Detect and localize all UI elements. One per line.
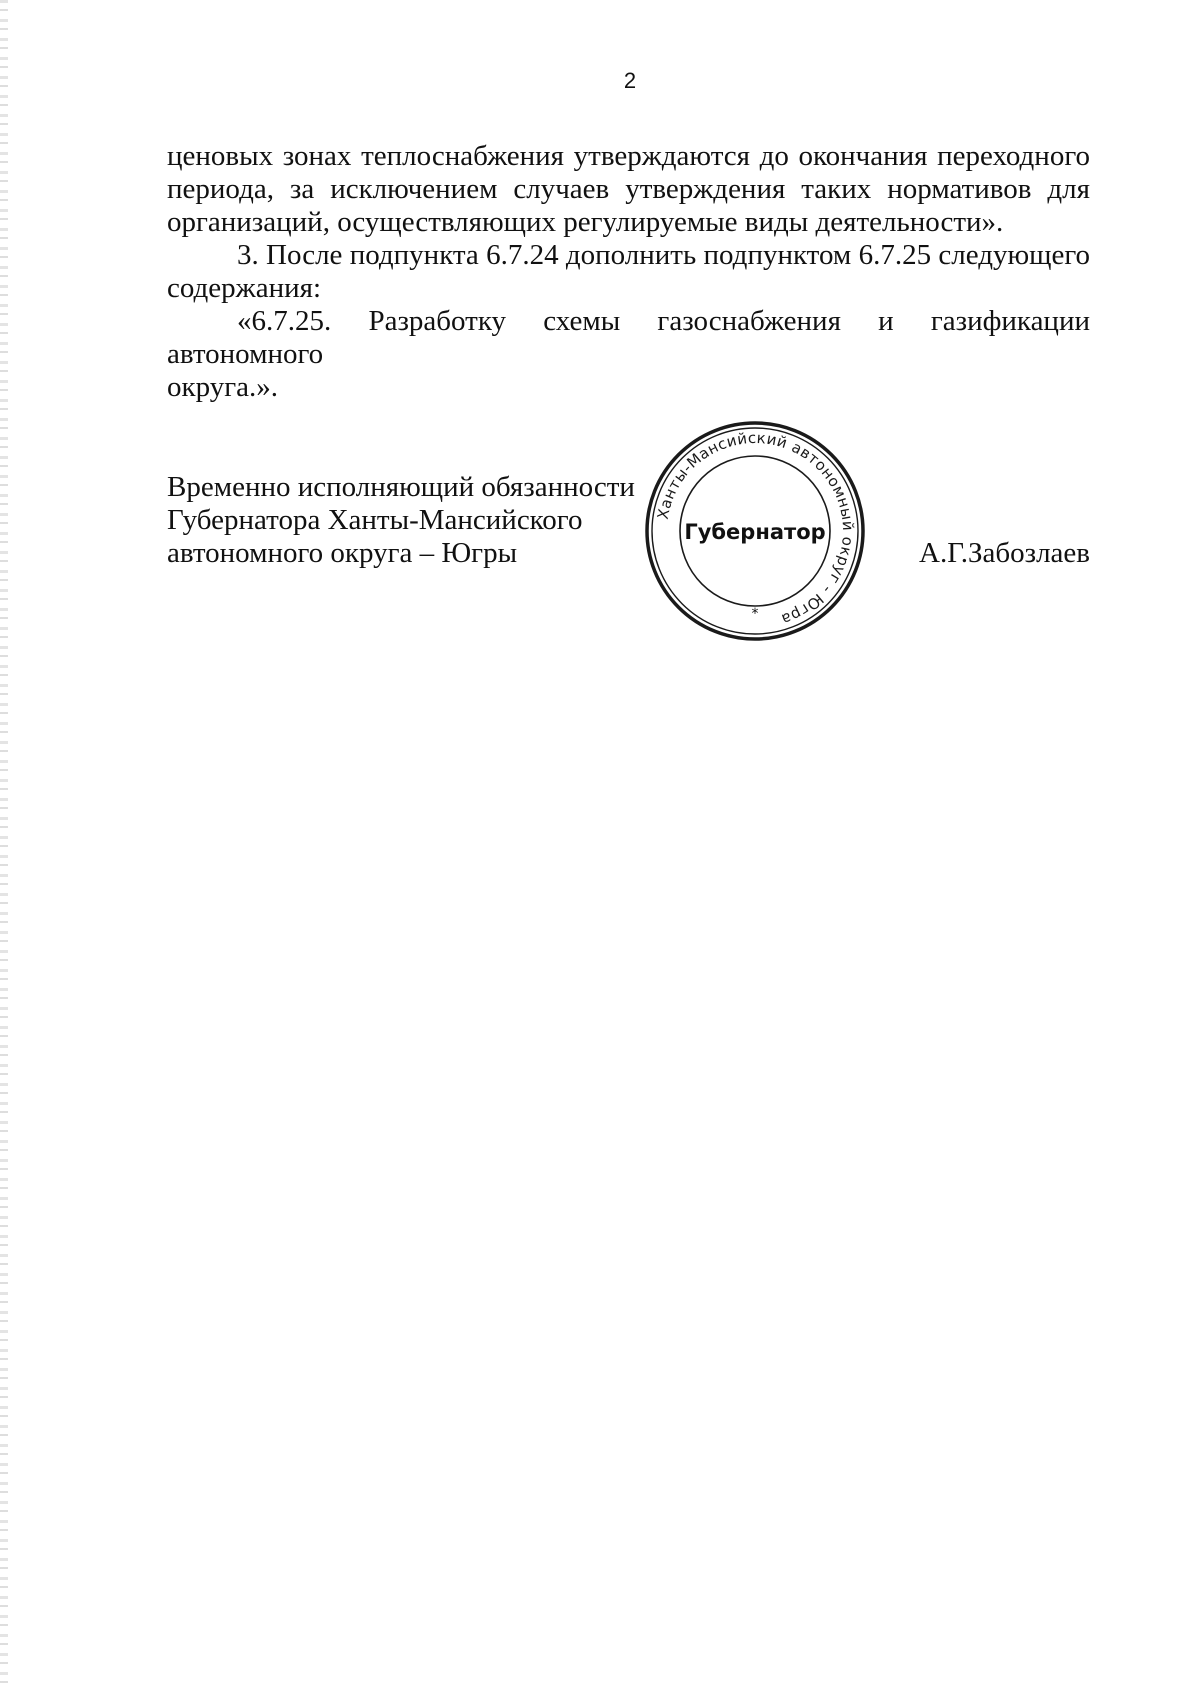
page-number: 2 [623, 68, 637, 93]
signatory-title-line: Временно исполняющий обязанности [167, 471, 635, 503]
paragraph-line: организаций, осуществляющих регулируемые виды деятельности». [167, 206, 1004, 238]
seal-center-text: Губернатор [684, 520, 826, 544]
seal-graphic [642, 418, 868, 644]
paragraph-line: содержания: [167, 272, 322, 304]
signatory-title [167, 471, 647, 570]
document-body [167, 140, 1090, 404]
paragraph-line: «6.7.25. Разработку схемы газоснабжения и газификации автономного [167, 305, 1090, 370]
seal-star: * [751, 606, 759, 622]
paragraph-line: округа.». [167, 371, 278, 403]
signatory-title-line: Губернатора Ханты-Мансийского [167, 504, 583, 536]
paragraph-line: 3. После подпункта 6.7.24 дополнить подпунктом 6.7.25 следующего [237, 239, 1090, 271]
official-seal-stamp [642, 418, 868, 644]
signatory-name: А.Г.Забозлаев [919, 537, 1090, 569]
scan-edge-artifact [0, 0, 8, 1686]
seal-ring-text: Ханты-Мансийский автономный округ - Югра [653, 428, 858, 629]
signatory-title-line: автономного округа – Югры [167, 537, 518, 569]
paragraph-line: периода, за исключением случаев утверждения таких нормативов для [167, 173, 1090, 205]
paragraph-line: ценовых зонах теплоснабжения утверждаются до окончания переходного [167, 140, 1090, 172]
